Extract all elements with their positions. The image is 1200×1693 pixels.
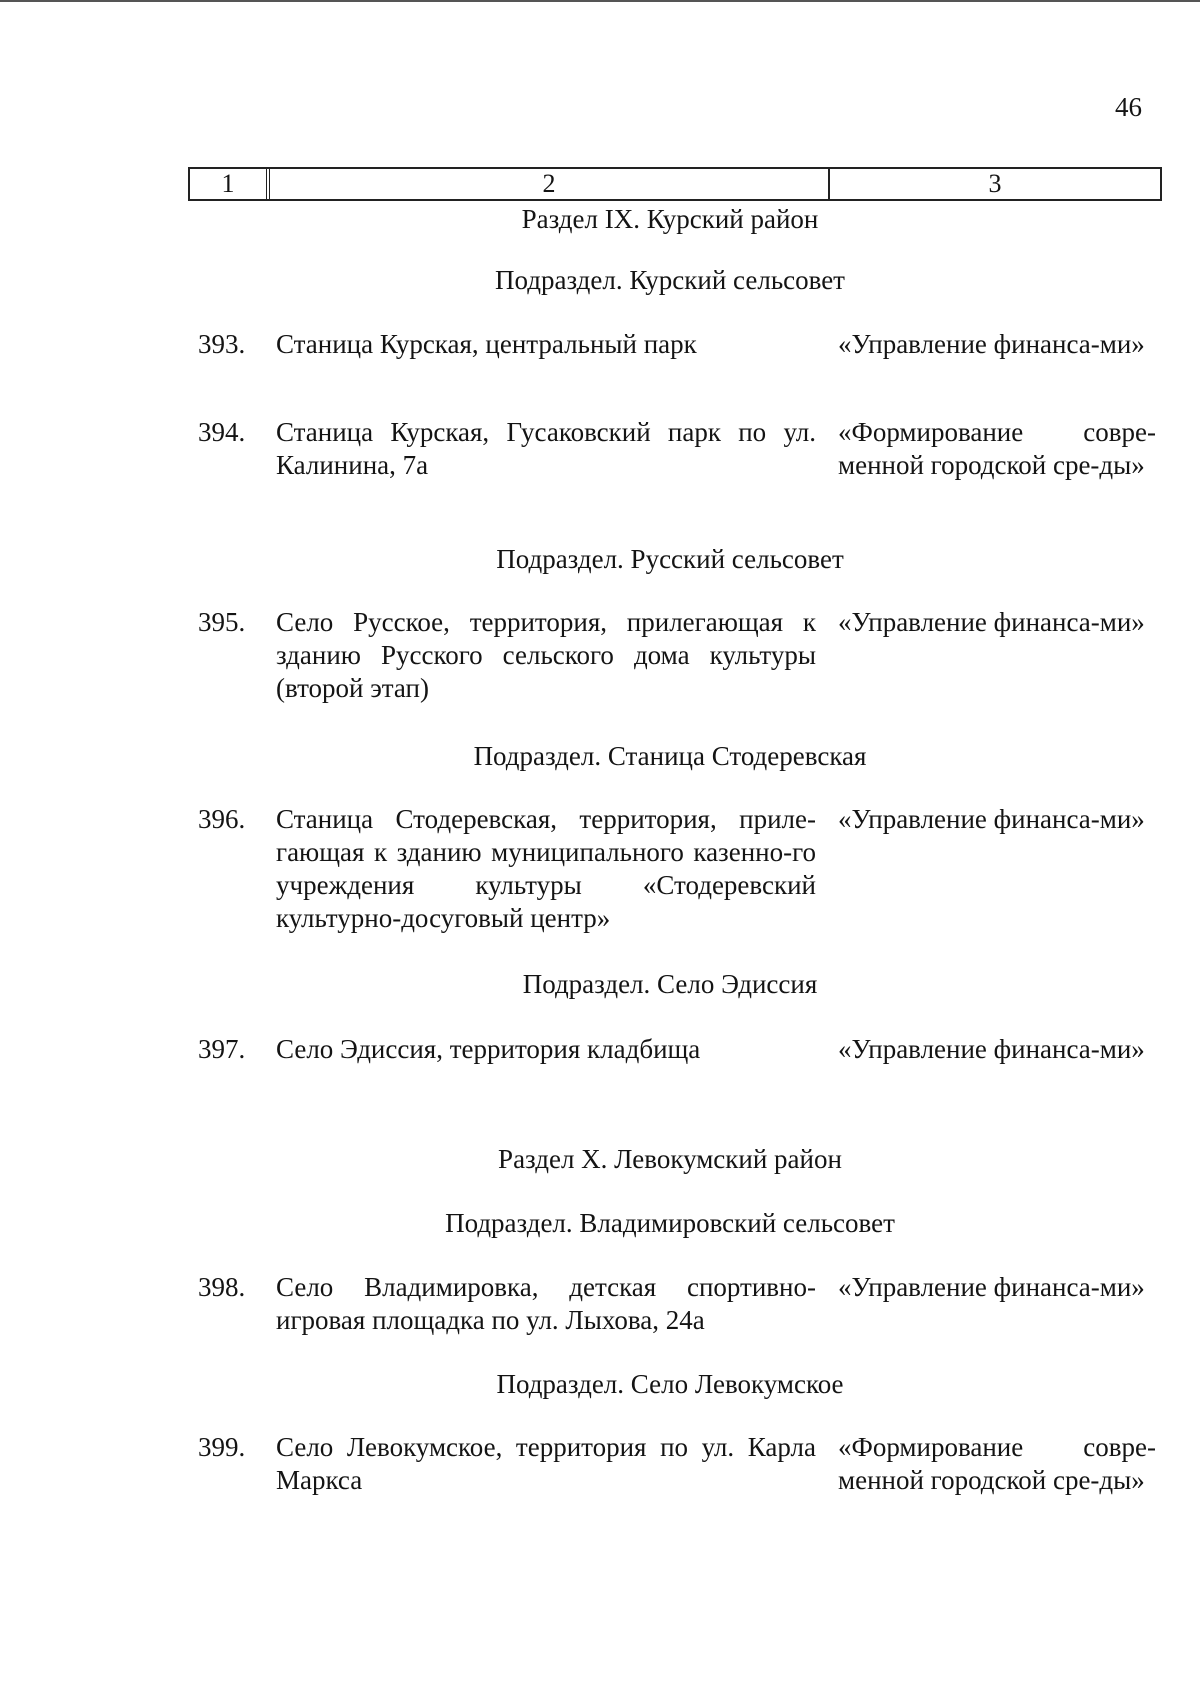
subsection-heading: Подраздел. Село Эдиссия <box>522 969 818 999</box>
item-number: 393. <box>198 329 246 359</box>
column-header-1: 1 <box>190 169 270 199</box>
item-program: «Управление финанса-ми» <box>838 804 1145 834</box>
item-description: Село Левокумское, территория по ул. Карла Маркса <box>276 1432 816 1495</box>
subsection-heading: Подраздел. Село Левокумское <box>496 1369 844 1399</box>
subsection-heading: Подраздел. Русский сельсовет <box>496 544 844 574</box>
subsection-heading: Подраздел. Станица Стодеревская <box>473 741 867 771</box>
subsection-heading: Подраздел. Курский сельсовет <box>495 265 845 295</box>
section-heading: Раздел X. Левокумский район <box>498 1144 842 1174</box>
item-program: «Управление финанса-ми» <box>838 329 1145 359</box>
column-header-2: 2 <box>270 169 830 199</box>
column-header-table <box>188 167 1162 201</box>
subsection-heading: Подраздел. Владимировский сельсовет <box>445 1208 895 1238</box>
page-number: 46 <box>1115 92 1142 122</box>
item-description: Село Эдиссия, территория кладбища <box>276 1034 701 1064</box>
item-program: «Управление финанса-ми» <box>838 1272 1145 1302</box>
item-description: Село Владимировка, детская спортивно-игровая площадка по ул. Лыхова, 24а <box>276 1272 816 1335</box>
item-description: Станица Курская, Гусаковский парк по ул. Калинина, 7а <box>276 417 816 480</box>
section-heading: Раздел IX. Курский район <box>521 204 819 234</box>
item-program: «Управление финанса-ми» <box>838 1034 1145 1064</box>
item-description: Станица Курская, центральный парк <box>276 329 697 359</box>
item-program: «Управление финанса-ми» <box>838 607 1145 637</box>
item-description: Станица Стодеревская, территория, приле-гающая к зданию муниципального казенно-го учреждения культуры «Стодеревский культурно-досуговый центр» <box>276 804 816 933</box>
item-number: 397. <box>198 1034 246 1064</box>
item-number: 395. <box>198 607 246 637</box>
item-program: «Формирование совре-менной городской сре-ды» <box>838 1432 1156 1495</box>
item-number: 398. <box>198 1272 246 1302</box>
item-number: 394. <box>198 417 246 447</box>
item-number: 399. <box>198 1432 246 1462</box>
item-description: Село Русское, территория, прилегающая к зданию Русского сельского дома культуры (второй этап) <box>276 607 816 703</box>
item-number: 396. <box>198 804 246 834</box>
top-rule <box>0 0 1200 2</box>
column-header-3: 3 <box>988 169 1002 198</box>
item-program: «Формирование совре-менной городской сре-ды» <box>838 417 1156 480</box>
